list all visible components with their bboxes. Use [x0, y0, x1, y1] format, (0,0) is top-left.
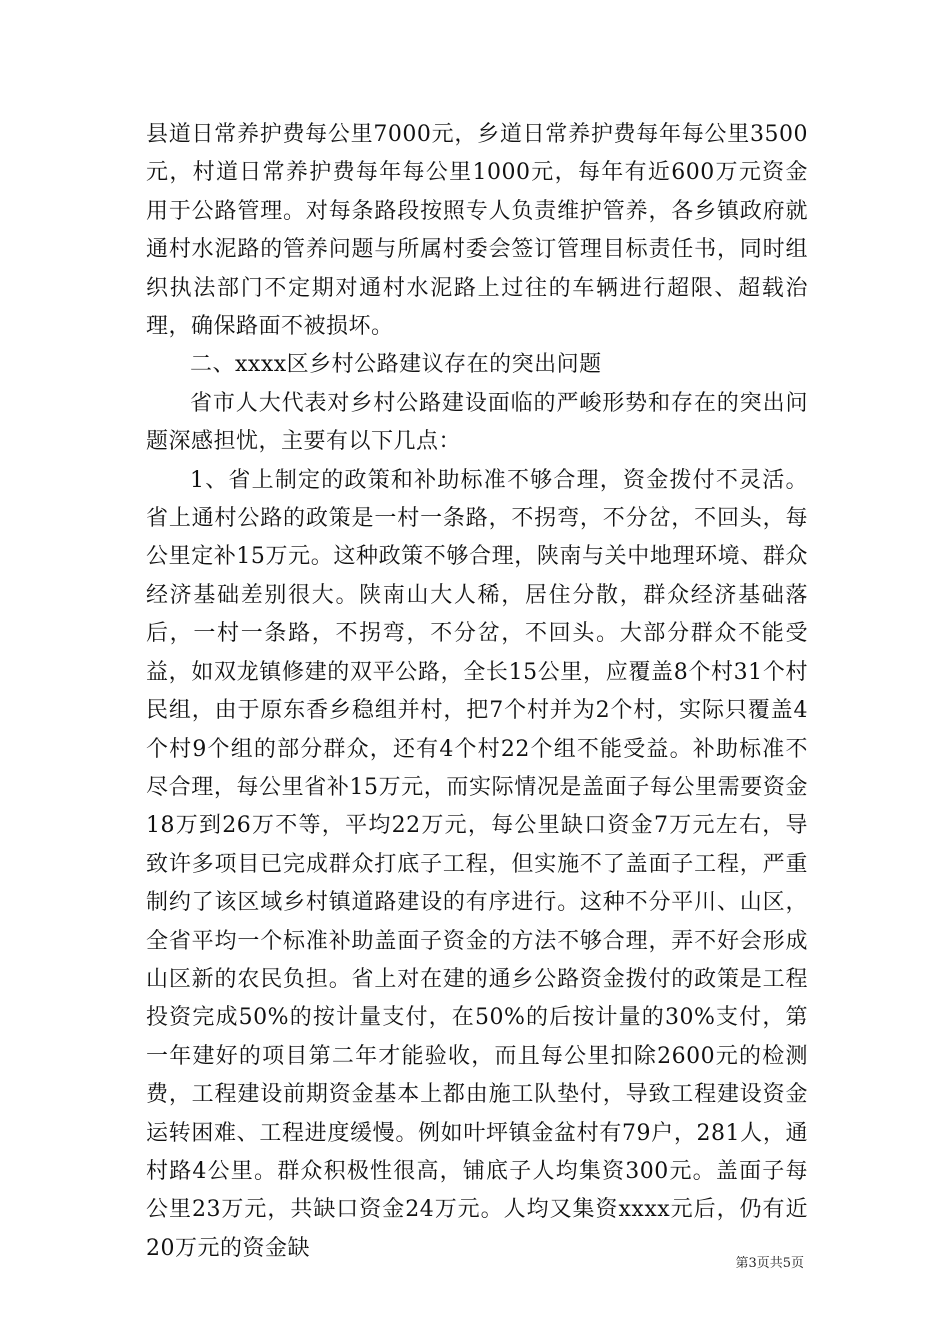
page-number-footer: 第3页共5页: [735, 1256, 804, 1271]
section-heading-problems: 二、xxxx区乡村公路建议存在的突出问题: [190, 352, 602, 378]
paragraph-policy-issue-1: 1、省上制定的政策和补助标准不够合理，资金拨付不灵活。省上通村公路的政策是一村一条路，不拐弯，不分岔，不回头，每公里定补15万元。这种政策不够合理，陕南与关中地理环境、群众经济基础差别很大。陕南山大人稀，居住分散，群众经济基础落后，一村一条路，不拐弯，不分岔，不回头。大部分群众不能受益，如双龙镇修建的双平公路，全长15公里，应覆盖8个村31个村民组，由于原东香乡稳组并村，把7个村并为2个村，实际只覆盖4个村9个组的部分群众，还有4个村22个组不能受益。补助标准不尽合理，每公里省补15万元，而实际情况是盖面子每公里需要资金18万到26万不等，平均22万元，每公里缺口资金7万元左右，导致许多项目已完成群众打底子工程，但实施不了盖面子工程，严重制约了该区域乡村镇道路建设的有序进行。这种不分平川、山区，全省平均一个标准补助盖面子资金的方法不够合理，弄不好会形成山区新的农民负担。省上对在建的通乡公路资金拨付的政策是工程投资完成50%的按计量支付，在50%的后按计量的30%支付，第一年建好的项目第二年才能验收，而且每公里扣除2600元的检测费，工程建设前期资金基本上都由施工队垫付，导致工程建设资金运转困难、工程进度缓慢。例如叶坪镇金盆村有79户，281人，通村路4公里。群众积极性很高，铺底子人均集资300元。盖面子每公里23万元，共缺口资金24万元。人均又集资xxxx元后，仍有近20万元的资金缺: [146, 467, 808, 1261]
paragraph-road-maintenance: 县道日常养护费每公里7000元，乡道日常养护费每年每公里3500元，村道日常养护费每年每公里1000元，每年有近600万元资金用于公路管理。对每条路段按照专人负责维护管养，各乡镇政府就通村水泥路的管养问题与所属村委会签订管理目标责任书，同时组织执法部门不定期对通村水泥路上过往的车辆进行超限、超载治理，确保路面不被损坏。: [146, 122, 808, 340]
paragraph-deputies-concern: 省市人大代表对乡村公路建设面临的严峻形势和存在的突出问题深感担忧，主要有以下几点：: [146, 390, 808, 455]
document-body: [146, 116, 808, 1268]
